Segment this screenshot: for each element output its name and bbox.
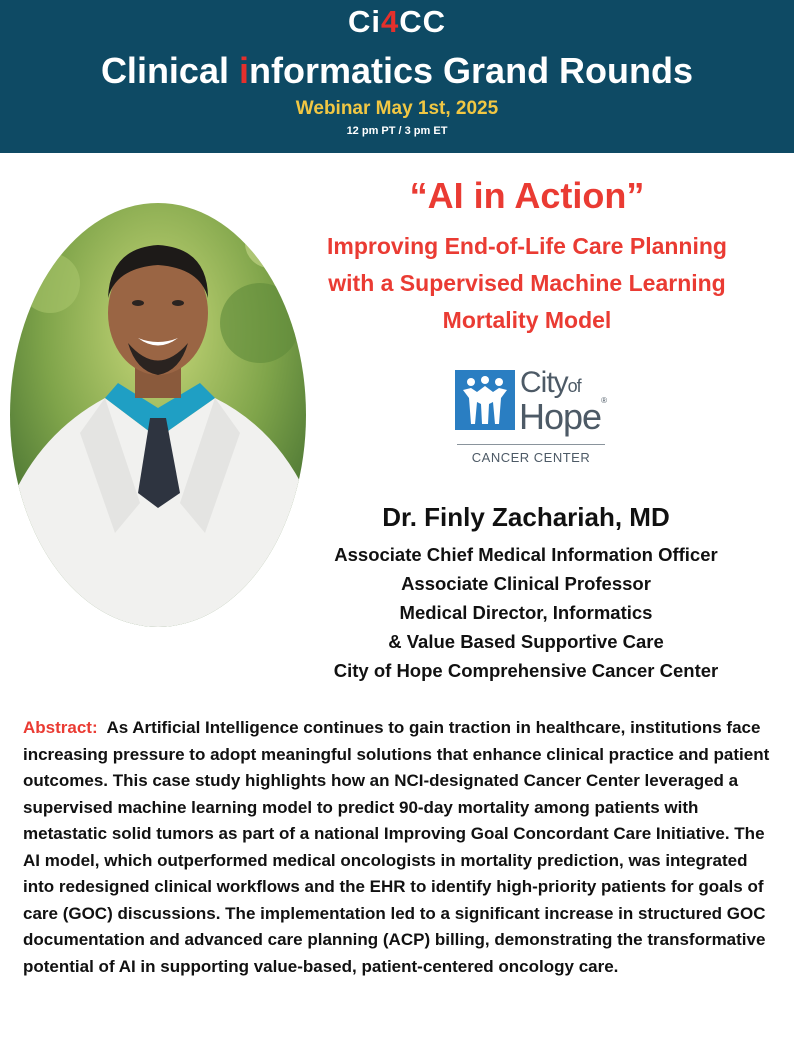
speaker-photo — [10, 203, 306, 627]
abstract-label: Abstract: — [23, 718, 98, 737]
speaker-role: & Value Based Supportive Care — [388, 631, 664, 652]
subtitle-line: with a Supervised Machine Learning — [328, 270, 726, 296]
webinar-date: Webinar May 1st, 2025 — [295, 98, 499, 119]
talk-subtitle — [285, 228, 769, 339]
speaker-roles — [280, 540, 772, 685]
header-banner — [0, 0, 794, 153]
logo-divider — [457, 444, 605, 445]
speaker-role: City of Hope Comprehensive Cancer Center — [333, 660, 719, 681]
webinar-time: 12 pm PT / 3 pm ET — [346, 125, 448, 137]
speaker-portrait-icon — [10, 203, 306, 627]
subtitle-line: Mortality Model — [442, 307, 612, 333]
logo-tagline: CANCER CENTER — [471, 450, 591, 465]
abstract-text: As Artificial Intelligence continues to gain traction in healthcare, institutions face increasing pressure to adopt meaningful solutions that enhance clinical practice and patient outcomes. This case study highlights how an NCI-designated Cancer Center leveraged a supervised machine learning model to predict 90-day mortality among patients with metastatic solid tumors as part of a national Improving Goal Concordant Care Initiative. The AI model, which outperformed medical oncologists in mortality prediction, was integrated into redesigned clinical workflows and the EHR to identify high-priority patients for goals of care (GOC) discussions. The implementation led to a significant increase in structured GOC documentation and advanced care planning (ACP) billing, demonstrating the transformative potential of AI in supporting value-based, patient-centered oncology care. — [23, 718, 770, 976]
city-of-hope-figures-icon — [455, 370, 515, 430]
logo-hope-text: Hope® — [519, 396, 606, 437]
city-of-hope-logo — [455, 368, 615, 468]
speaker-name: Dr. Finly Zachariah, MD — [382, 502, 670, 532]
brand-logo-text: Ci4CC — [347, 4, 447, 39]
speaker-role: Medical Director, Informatics — [399, 602, 653, 623]
speaker-role: Associate Chief Medical Information Officer — [334, 544, 718, 565]
logo-city-text: Cityof — [520, 366, 581, 399]
abstract-paragraph — [23, 715, 778, 980]
talk-title: “AI in Action” — [409, 175, 645, 216]
speaker-role: Associate Clinical Professor — [401, 573, 651, 594]
series-title: Clinical informatics Grand Rounds — [100, 50, 694, 91]
subtitle-line: Improving End-of-Life Care Planning — [327, 233, 727, 259]
